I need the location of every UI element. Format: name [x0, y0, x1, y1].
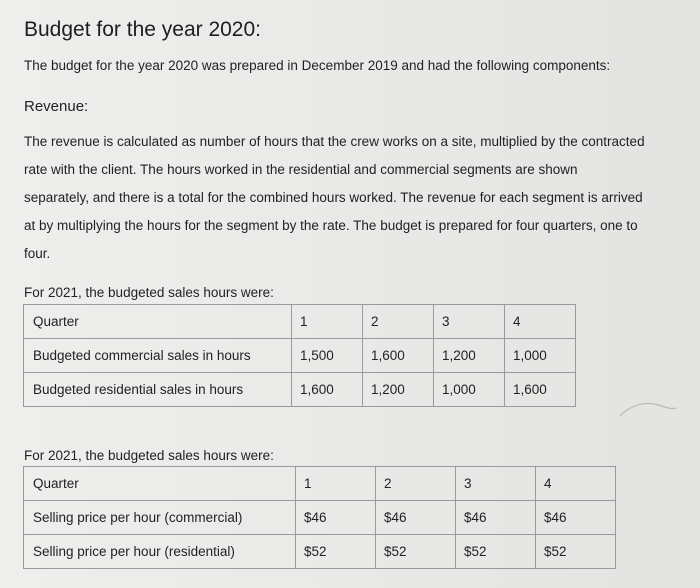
table-cell: $46 — [536, 501, 616, 535]
pencil-mark — [618, 398, 678, 422]
table-cell: 1,200 — [363, 373, 434, 407]
revenue-paragraph — [24, 128, 694, 268]
table-cell: $52 — [456, 535, 536, 569]
table-cell: Selling price per hour (commercial) — [24, 501, 296, 535]
table-cell: $52 — [296, 535, 376, 569]
table-cell: 1,500 — [292, 339, 363, 373]
table-cell: 1,200 — [434, 339, 505, 373]
paragraph-line: at by multiplying the hours for the segment by the rate. The budget is prepared for four quarters, one to — [24, 218, 638, 233]
table-cell: Budgeted residential sales in hours — [24, 373, 292, 407]
hours-table — [23, 304, 576, 407]
table-row — [24, 339, 576, 373]
paragraph-line: rate with the client. The hours worked in the residential and commercial segments are shown — [24, 162, 578, 177]
table-cell: $46 — [296, 501, 376, 535]
table-row — [24, 501, 616, 535]
table-cell: Budgeted commercial sales in hours — [24, 339, 292, 373]
table-cell: 2 — [363, 305, 434, 339]
page-subtitle: The budget for the year 2020 was prepared in December 2019 and had the following components: — [24, 58, 611, 73]
table-cell: 2 — [376, 467, 456, 501]
price-table-caption: For 2021, the budgeted sales hours were: — [24, 448, 274, 463]
paragraph-line: separately, and there is a total for the combined hours worked. The revenue for each segment is arrived — [24, 190, 643, 205]
table-cell: 1 — [296, 467, 376, 501]
table-cell: 3 — [434, 305, 505, 339]
table-cell: $46 — [376, 501, 456, 535]
table-cell: 1,600 — [363, 339, 434, 373]
table-cell: 1,000 — [434, 373, 505, 407]
table-cell: $52 — [376, 535, 456, 569]
table-cell: 1,000 — [505, 339, 576, 373]
table-cell: 4 — [536, 467, 616, 501]
page-title: Budget for the year 2020: — [24, 18, 261, 41]
table-cell: Quarter — [24, 305, 292, 339]
price-table — [23, 466, 616, 569]
table-row — [24, 373, 576, 407]
table-header-row — [24, 305, 576, 339]
hours-table-caption: For 2021, the budgeted sales hours were: — [24, 285, 274, 300]
table-cell: $52 — [536, 535, 616, 569]
paragraph-line: The revenue is calculated as number of hours that the crew works on a site, multiplied by the contracted — [24, 134, 645, 149]
table-cell: 1,600 — [292, 373, 363, 407]
table-cell: $46 — [456, 501, 536, 535]
table-header-row — [24, 467, 616, 501]
table-cell: 4 — [505, 305, 576, 339]
revenue-heading: Revenue: — [24, 98, 89, 115]
table-cell: 1 — [292, 305, 363, 339]
paragraph-line: four. — [24, 246, 51, 261]
table-cell: 1,600 — [505, 373, 576, 407]
table-cell: Quarter — [24, 467, 296, 501]
table-cell: Selling price per hour (residential) — [24, 535, 296, 569]
table-row — [24, 535, 616, 569]
table-cell: 3 — [456, 467, 536, 501]
